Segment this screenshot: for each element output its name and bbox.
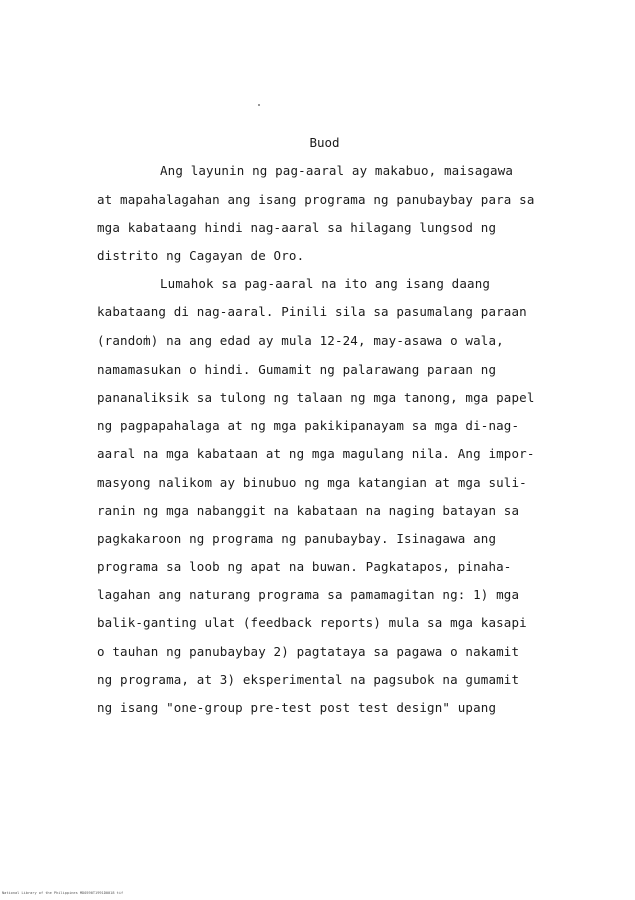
paragraph-line: ng programa, at 3) eksperimental na pagsubok na gumamit bbox=[97, 672, 520, 687]
paragraph-line: distrito ng Cagayan de Oro. bbox=[97, 248, 305, 263]
paragraph-line: (random) na ang edad ay mula 12-24, may-asawa o wala, bbox=[97, 333, 504, 348]
archive-footer: National Library of the Philippines MD0590T1991D0018 tif bbox=[2, 891, 124, 895]
paragraph-line: namamasukan o hindi. Gumamit ng palarawang paraan ng bbox=[97, 362, 497, 377]
paragraph-line: Lumahok sa pag-aaral na ito ang isang daang bbox=[160, 276, 491, 291]
page-title: Buod bbox=[309, 135, 340, 150]
paragraph-line: ng pagpapahalaga at ng mga pakikipanayam sa mga di-nag- bbox=[97, 418, 520, 433]
paragraph-line: pagkakaroon ng programa ng panubaybay. Isinagawa ang bbox=[97, 531, 497, 546]
paragraph-line: ng isang "one-group pre-test post test design" upang bbox=[97, 700, 497, 715]
paragraph-line: kabataang di nag-aaral. Pinili sila sa pasumalang paraan bbox=[97, 304, 527, 319]
paragraph-line: ranin ng mga nabanggit na kabataan na naging batayan sa bbox=[97, 503, 520, 518]
paragraph-line: pananaliksik sa tulong ng talaan ng mga tanong, mga papel bbox=[97, 390, 535, 405]
paragraph-line: Ang layunin ng pag-aaral ay makabuo, maisagawa bbox=[160, 163, 514, 178]
paragraph-line: balik-ganting ulat (feedback reports) mula sa mga kasapi bbox=[97, 615, 527, 630]
paragraph-line: at mapahalagahan ang isang programa ng panubaybay para sa bbox=[97, 192, 535, 207]
paragraph-line: aaral na mga kabataan at ng mga magulang nila. Ang impor- bbox=[97, 446, 535, 461]
paragraph-line: o tauhan ng panubaybay 2) pagtataya sa pagawa o nakamit bbox=[97, 644, 520, 659]
paragraph-line: lagahan ang naturang programa sa pamamagitan ng: 1) mga bbox=[97, 587, 520, 602]
paragraph-line: programa sa loob ng apat na buwan. Pagkatapos, pinaha- bbox=[97, 559, 512, 574]
paragraph-line: masyong nalikom ay binubuo ng mga katangian at mga suli- bbox=[97, 475, 527, 490]
scan-speck bbox=[258, 104, 260, 106]
paragraph-line: mga kabataang hindi nag-aaral sa hilagang lungsod ng bbox=[97, 220, 497, 235]
